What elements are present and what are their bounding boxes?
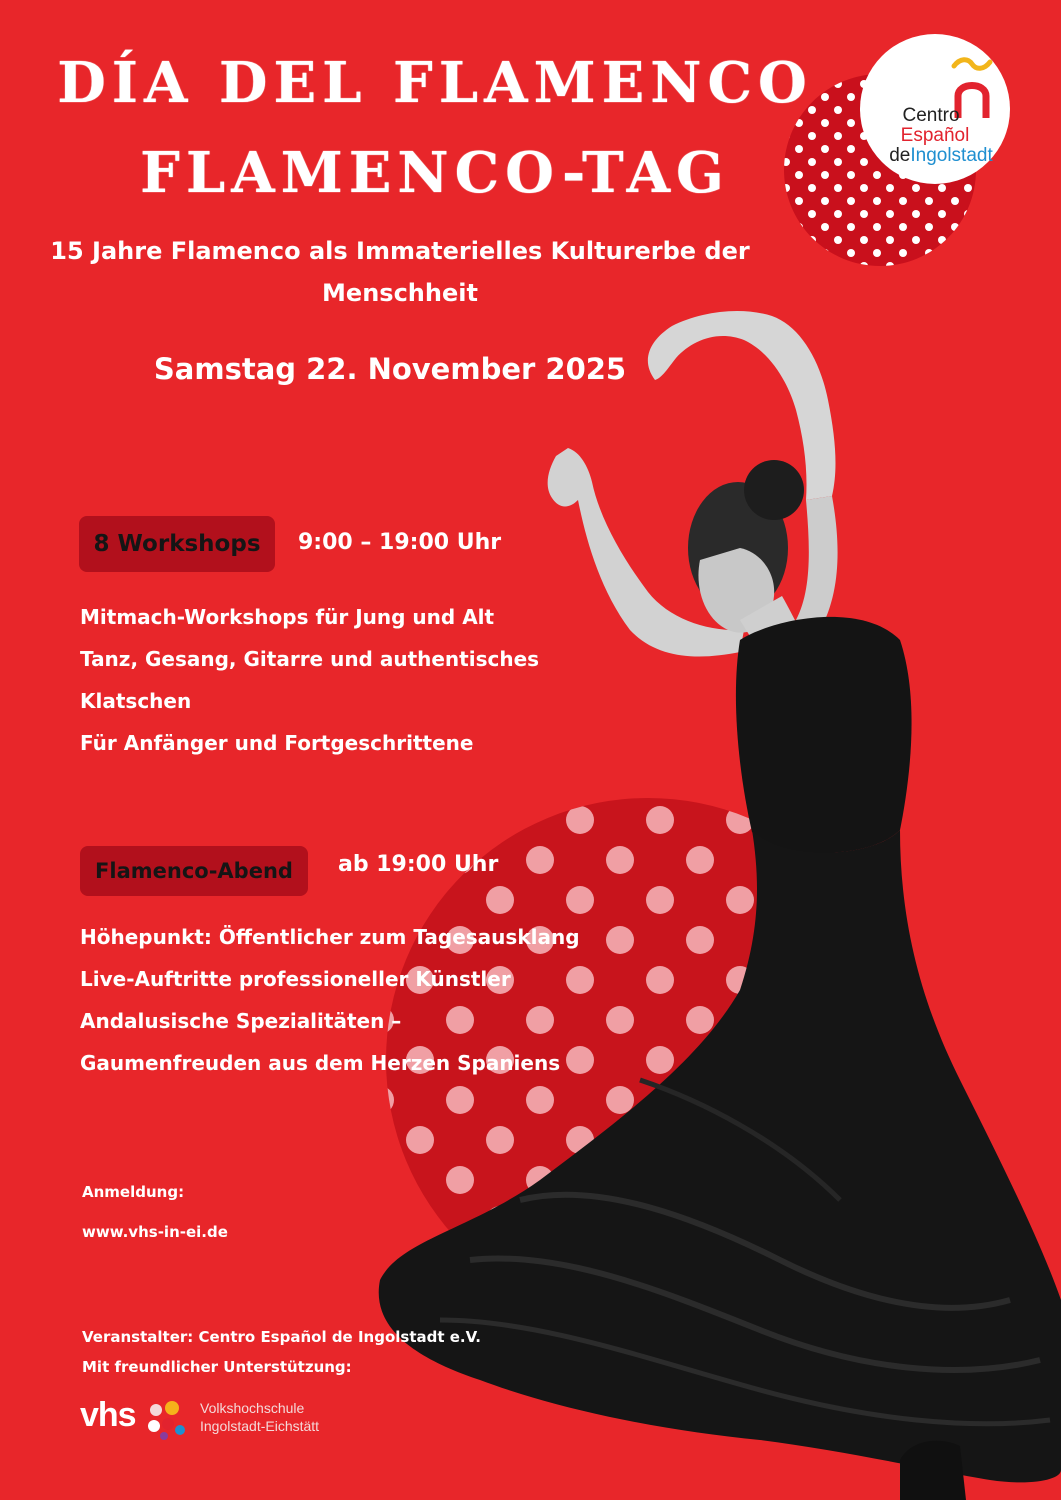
vhs-line-1: Volkshochschule bbox=[200, 1400, 305, 1416]
registration-url[interactable]: www.vhs-in-ei.de bbox=[82, 1223, 228, 1241]
subtitle-line-2: Menschheit bbox=[322, 279, 478, 307]
title-line-2: FLAMENCO-TAG bbox=[140, 140, 730, 206]
subtitle bbox=[40, 230, 760, 314]
registration bbox=[82, 1172, 228, 1252]
centro-espanol-logo bbox=[860, 34, 1010, 184]
organizer bbox=[82, 1322, 481, 1382]
list-item: Mitmach-Workshops für Jung und Alt bbox=[80, 605, 495, 629]
workshops-badge: 8 Workshops bbox=[79, 516, 275, 572]
registration-label: Anmeldung: bbox=[82, 1183, 185, 1201]
list-item: Tanz, Gesang, Gitarre und authentisches bbox=[80, 647, 540, 671]
event-date: Samstag 22. November 2025 bbox=[153, 352, 627, 386]
organizer-line-1: Veranstalter: Centro Español de Ingolstadt e.V. bbox=[82, 1328, 481, 1346]
evening-badge: Flamenco-Abend bbox=[80, 846, 308, 896]
subtitle-line-1: 15 Jahre Flamenco als Immaterielles Kulturerbe der bbox=[50, 237, 750, 265]
list-item: Gaumenfreuden aus dem Herzen Spaniens bbox=[80, 1051, 561, 1075]
vhs-dots-icon bbox=[146, 1400, 190, 1440]
workshops-list bbox=[80, 596, 539, 764]
logo-line-3-prefix: de bbox=[889, 145, 911, 166]
vhs-logo-word: vhs bbox=[80, 1396, 136, 1434]
logo-line-3 bbox=[866, 146, 1016, 166]
list-item: Für Anfänger und Fortgeschrittene bbox=[80, 731, 474, 755]
list-item: Live-Auftritte professioneller Künstler bbox=[80, 967, 511, 991]
logo-line-3-name: Ingolstadt bbox=[910, 145, 993, 166]
list-item: Klatschen bbox=[80, 689, 192, 713]
list-item: Andalusische Spezialitäten – bbox=[80, 1009, 402, 1033]
evening-time: ab 19:00 Uhr bbox=[338, 852, 499, 877]
logo-line-1: Centro bbox=[902, 105, 960, 126]
vhs-line-2: Ingolstadt-Eichstätt bbox=[200, 1418, 320, 1434]
workshops-time: 9:00 – 19:00 Uhr bbox=[298, 530, 502, 555]
title-line-1: DÍA DEL FLAMENCO bbox=[57, 50, 813, 116]
evening-list bbox=[80, 916, 580, 1084]
logo-line-2: Español bbox=[900, 125, 970, 146]
organizer-line-2: Mit freundlicher Unterstützung: bbox=[82, 1358, 352, 1376]
list-item: Höhepunkt: Öffentlicher zum Tagesausklang bbox=[80, 925, 580, 949]
